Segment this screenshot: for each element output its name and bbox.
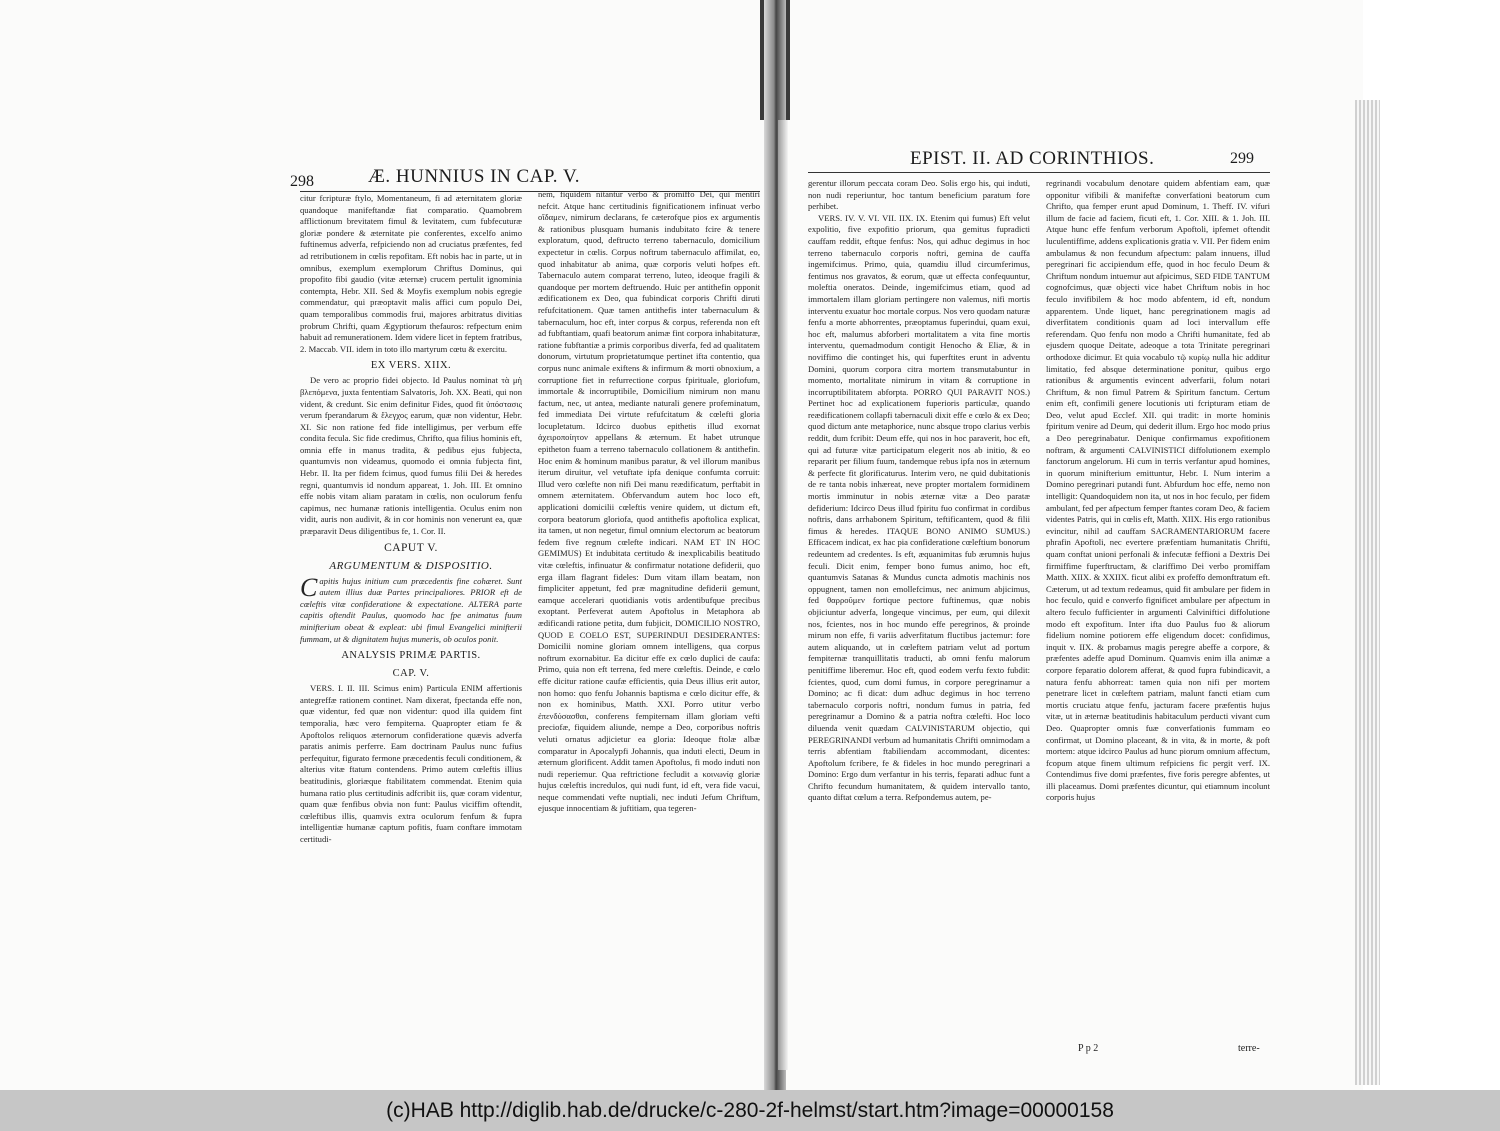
catchword: terre- — [1238, 1043, 1260, 1054]
argument-heading: ARGUMENTUM & DISPOSITIO. — [329, 559, 493, 572]
left-col1-paragraph: VERS. I. II. III. Scimus enim) Particula ENIM affertionis antegreffæ rationem continet. Nam dixerat, fpectanda effe non, quæ videntur, fed quæ non videntur: quod illa quidem fint temporalia, hæc vero fempiterna. Quapropter etiam fe & Apoftolos reliquos æternorum confideratione quævis adverfa paratis animis perferre. Eam doctrinam Paulus nunc fufius perfequitur, figurato fermone præcedentis feculi conditionem, & alterius vitæ ftatum contendens. Primo autem cœleftis illius beatitudinis, gloriæque ftabilitatem commendat. Etenim quia humana ratio plus certitudinis adfcribit iis, quæ coram videntur, quam quæ fenfibus obvia non funt: Paulus viciffim oftendit, cœleftibus illis, quamvis extra oculorum fenfum & fupra intelligentiæ humanæ captum pofitis, fuam conftare immotam certitudi- — [300, 683, 522, 844]
left-running-head: Æ. HUNNIUS IN CAP. V. — [368, 166, 580, 187]
left-col1-paragraph: De vero ac proprio fidei objecto. Id Paulus nominat τὰ μὴ βλεπόμενα, juxta fententiam Salvatoris, Joh. XX. Beati, qui non vident, & credunt. Sic enim definitur Fides, quod fit ὑπόστασις verum fperandarum & ἔλεγχος earum, quæ non videntur, Hebr. XI. Sic non ratione fed fide intelligimus, per verbum effe condita fecula. Sic fide credimus, Chrifto, qua filius hominis eft, omnia effe in manus tradita, & pedibus ejus fubjecta, quantumvis non videamus, quomodo ei omnia fubjecta fint, Hebr. II. Ita per fidem fcimus, quod fumus filii Dei & heredes regni, quantumvis id nondum appareat, 1. Joh. III. Et omnino effe nobis vitam aliam paratam in cœlis, non oculorum fenfu capimus, nec humanæ rationis intelligentia. Oculus enim non vidit, auris non audivit, & in cor hominis non venerunt ea, quæ præparavit Deus diligentibus fe, 1. Cor. II. — [300, 375, 522, 537]
left-col1-paragraph: citur fcripturæ ftylo, Momentaneum, fi ad æternitatem gloriæ quandoque manifeftandæ fiat comparatio. Quamobrem afflictionum brevitatem fimul & levitatem, cum fubfecuturæ gloriæ pondere & æternitate pie conferentes, excelfo animo fuftinemus adverfa, refpiciendo non ad cruciatus præfentes, fed ad retributionem in cœlis repofitam. Eft nobis hac in parte, ut in omnibus, exemplum exemplorum Chriftus Dominus, qui propofito fibi gaudio (vitæ æternæ) crucem pertulit ignominia contempta, Hebr. XII. Sed & Moyfis exemplum nobis egregie commendatur, qui præoptavit malis affici cum populo Dei, quam temporalibus commodis frui, majores arbitratus divitias probrum Chrifti, quam Ægyptiorum thefauros: refpectum enim habuit ad remunerationem. Idem videre licet in feptem fratribus, 2. Maccab. VII. idem in toto illo martyrum cœtu & exercitu. — [300, 193, 522, 354]
right-col1-paragraph: VERS. IV. V. VI. VII. IIX. IX. Etenim qui fumus) Eft velut expolitio, five expofitio priorum, qua gemitus fupradicti cauffam reddit, eftque fenfus: Nos, qui adhuc degimus in hoc terreno tabernaculo corporis noftri, gemina de cauffa ingemifcimus. Primo, quia, quamdiu illud circumferimus, fentimus nos gravatos, & eorum, quæ ut effecta confequuntur, moleftia oneratos. Deinde, ingemifcimus etiam, quod ad immortalem illam gloriam pertingere non valemus, nifi mortis interventu exuatur hoc mortale corpus. Nos vero quodam naturæ fenfu a morte abhorrentes, præoptamus fuperindui, quam exui, hoc eft, malumus abforberi mortalitatem a vita fine mortis interventu, quemadmodum contigit Henocho & Eliæ, & in noviffimo die continget his, qui fuperftites erunt in adventu Domini, quorum corpora citra mortem transmutabuntur in momento, mortalitate nimirum in vitam & corruptione in incorruptibilitatem abforpta. PORRO QUI PARAVIT NOS.) Pertinet hoc ad explicationem fuperioris particulæ, quando reædificationem collapfi tabernaculi dixit effe e cœlo & ex Deo; quod dictum ante metaphorice, nunc absque tropo clarius verbis reddit, dum fcribit: Deum effe, qui nos in hoc paraverit, hoc eft, qui ad futuræ vitæ participatum elegerit nos ab initio, & eo repararit per filium fuum, tandemque rebus ipfa nos in æternum & perfecte fit glorificaturus. Interim vero, ne quid dubitationis de re tanta nobis inhæreat, neve propter mortalem formidinem mortis imminutur in nobis æternæ vitæ a Deo paratæ defiderium: Idcirco Deus illud fpiritu fuo confirmat in cordibus noftris, dans arrhabonem Spiritum, teftificantem, quod & filii fimus & heredes. ITAQUE BONO ANIMO SUMUS.) Efficacem indicat, ex hac pia confideratione cœleftium bonorum redeuntem ad credentes. Is eft, æquanimitas fub ærumnis hujus feculi. Dicit enim, femper bono fumus animo, hoc eft, quantumvis Satanas & Mundus cuncta admotis machinis nos oppugnent, tamen non emollefcimus, nec animum abjicimus, fed θαρροῦμεν fortique pectore fuftinemus, quæ nobis objiciuntur adverfa, longeque vincimus, per eum, qui dilexit nos, fcientes, nos in hoc mundo effe peregrinos, & proinde mirum non effe, fi variis adverfitatum fluctibus jactemur: fore autem aliquando, ut in cœleftem patriam velut ad portum fempiternæ tranquillitatis traducti, ab omni fenfu malorum penitiffime liberemur. Hoc eft, quod eodem verfu fexto fubdit: fcientes, quod, cum domi fumus, in corpore peregrinamur a Domino; ac fi dicat: dum adhuc degimus in hoc terreno tabernaculo corporis noftri, nondum fumus in patria, fed peregrinamur a Domino & a patria noftra cœlefti. Hoc loco diluenda venit quædam CALVINISTARUM objectio, qui PEREGRINANDI verbum ad humanitatis Chrifti omnimodam a terris abfentiam ftabiliendam accommodant, dicentes: Apoftolum fcribere, fe & fideles in hoc mundo peregrinari a Domino: Ergo dum verfantur in his terris, feparati adhuc funt a Chrifto fecundum humanitatem, & quidem intervallo tanto, quanto diftat cœlum a terra. Refpondemus autem, pe- — [808, 212, 1030, 803]
page-edges — [1355, 100, 1380, 1085]
right-page-number: 299 — [1230, 150, 1254, 167]
left-page — [0, 0, 770, 1090]
chapter-heading: CAPUT V. — [384, 541, 438, 554]
right-column-2 — [1046, 178, 1270, 1040]
right-running-head: EPIST. II. AD CORINTHIOS. — [910, 148, 1155, 169]
section-heading-vers-xiix: EX VERS. XIIX. — [370, 360, 452, 372]
book-gutter-inner — [778, 120, 788, 1070]
right-col1-paragraph: gerentur illorum peccata coram Deo. Solis ergo his, qui induti, non nudi reperiuntur, hoc tantum beneficium paratum fore perhibet. — [808, 178, 1030, 212]
right-col2-paragraph: regrinandi vocabulum denotare quidem abfentiam eam, quæ opponitur vifibili & manifeftæ converfationi beatorum cum Chrifto, qua femper erunt apud Dominum, 1. Theff. IV. vifuri illum de facie ad faciem, ficuti eft, 1. Cor. XIII. & 1. Joh. III. Atque hunc effe fenfum verborum Apoftoli, ipfemet oftendit luculentiffime, addens explicationis gratia v. VII. Per fidem enim ambulamus & non fecundum afpectum: palam innuens, illud peregrinari fic accipiendum effe, quod in hoc feculo Deum & Chriftum nondum intuemur aut afpicimus, SED FIDE TANTUM cognofcimus, quæ objecti vice habet Chriftum nobis in hoc feculo invifibilem & hoc modo abfentem, id eft, nondum apparentem. Unde liquet, hanc peregrinationem magis ad diverfitatem conditionis quam ad loci intervallum effe referendam. Quo fenfu non modo a Chrifti humanitate, fed ab ejusdem quoque Deitate, adeoque a tota Trinitate peregrinari orthodoxe dicimur. Et quia vocabulo τῷ κυρίῳ nulla hic additur limitatio, fed absque determinatione ponitur, quibus ergo rationibus & argumentis evincent adverfarii, folum notari Chriftum, & non fimul Patrem & Spiritum fanctum. Certum enim eft, confimili genere locutionis uti fcripturam etiam de Deo, velut apud Ecclef. XII. qui tradit: in morte hominis fpiritum venire ad Deum, qui dederit illum. Ergo hoc modo prius a Deo peregrinabatur. Denique confirmamus expofitionem noftram, & argumenti CALVINISTICI diffolutionem exemplo fanctorum angelorum. Hi cum in terris verfantur apud homines, in quorum minifterium emittuntur, Hebr. I. Num interim a Domino peregrinari putandi funt. Abfurdum hoc effe, nemo non intelligit: Quandoquidem non ita, ut nos in hoc feculo, per fidem ambulant, fed per afpectum femper ftantes coram Deo, & faciem videntes Patris, qui in cœlis eft, Matth. XIIX. His ergo rationibus evincitur, nihil ad cauffam SACRAMENTARIORUM facere phrafin Apoftoli, nec evertere præfentiam humanitatis Chrifti, quam conftat unioni perfonali & infecutæ feffioni a Dextris Dei firmiffime fuperftructam, & clariffimo Dei verbo promiffam Matth. XIIX. & XXIIX. ficut alibi ex profeffo demonftratum eft. Cæterum, ut ad textum redeamus, quid fit ambulare per fidem in hoc feculo, quid e converfo fignificet ambulare per afpectum in altero feculo fufficienter in argumenti Calviniftici diffolutione modo eft expofitum. Inter ifta duo Paulus fuo & aliorum fidelium nomine potiorem effe eligendum docet: confidimus, inquit v. IIX. & probamus magis peregre abeffe a corpore, & præfentes adeffe apud Dominum. Quamvis enim illa animæ a corpore feparatio dolorem afferat, & quod fupra fubindicavit, a natura fenfu abhorreat: tamen quia non nifi per mortem penetrare licet in cœleftem patriam, malunt fancti etiam cum mortis cruciatu atque fenfu, jacturam facere præfentis hujus vitæ, ut in æternæ beatitudinis habitaculum perducti vivant cum Deo. Quapropter omnis fuæ converfationis fummam eo confirmat, ut Domino placeant, & in vita, & in morte, & poft mortem: atque idcirco Paulus ad hunc piorum omnium affectum, fcopum atque finem ultimum refpiciens fic pergit verf. IX. Contendimus five domi præfentes, five foris peregre abfentes, ut illi placeamus. Domi præfentes dicuntur, qui etiamnum incolunt corporis hujus — [1046, 178, 1270, 803]
left-col2-paragraph: nem, fiquidem nitantur verbo & promiffo Dei, qui mentiri nefcit. Atque hanc certitudinis fignificationem infinuat verbo οἴδαμεν, nimirum declarans, fe cæterofque pios ex argumentis & rationibus plusquam humanis indubitato fcire & tenere exploratum, quod, deftructo terreno tabernaculo, domicilium expectetur in cœlis. Corpus noftrum tabernaculo affimilat, eo, quod inhabitatur ab anima, quæ corporis veluti hofpes eft. Tabernaculo autem comparat terreno, luteo, ideoque fragili & quandoque per mortem deftruendo. Huic per antithefin opponit ædificationem ex Deo, qua fubindicat corporis Chrifti diruti refufcitationem. Quæ tamen antithefis inter tabernaculum & tabernaculum, hoc eft, inter corpus & corpus, referenda non eft ad fubftantiam, quafi beatorum animæ fint corpora inhabitaturæ, ratione fubftantiæ a primis corporibus diverfa, fed ad qualitatem donorum, virtutum proprietatumque pertinet ifta contentio, qua corpus nunc animale exiftens & infirmum & morti obnoxium, a corruptione fiet in refurrectione corpus fpirituale, gloriofum, immortale & incorruptibile, Domicilium nimirum non manu factum, nec, ut antea, mediante naturali genere profeminatum, fed immediata Dei virtute refufcitatum & cœlefti gloria locupletatum. Idcirco duobus epithetis illud exornat ἀχειροποίητον appellans & æternum. Et habet utrunque epitheton fuam a terreno tabernaculo collationem & antithefin. Hoc enim & hominum manibus paratur, & vel illorum manibus iterum diruitur, vel vetuftate ipfa denique confumta corruit: Illud vero cœlefte non nifi Dei manu reædificatum, perftabit in omnem æternitatem. Obfervandum autem hoc loco eft, applicationi domicilii cœleftis venire quidem, ut dictum eft, corpora beatorum gloriofa, quod antithefis apoftolica explicat, ita tamen, ut non negetur, fimul omnium electorum ac beatorum fedem five regnum cœlefte indicari. NAM ET IN HOC GEMIMUS) Et indubitata certitudo & inexplicabilis beatitudo vitæ cœleftis, infinuatur & confirmatur notatione defiderii, quo erga illam flagrant fideles: Dum vitam illam beatam, non fimpliciter appetunt, fed præ magnitudine defiderii gemunt, eamque accelerari quotidianis votis ardentibufque precibus exoptant. Perfeverat autem Apoftolus in Metaphora ab ædificandi ratione petita, dum fubjicit, DOMICILIO NOSTRO, QUOD E COELO EST, SUPERINDUI DESIDERANTES: Domicilii nomine gloriam omnem intelligens, qua corpus noftrum exornabitur. Ea dicitur effe ex cœlo duplici de caufa: Primo, quia non eft terrena, fed mere cœleftis. Deinde, e cœlo effe dicitur ratione caufæ efficientis, quia Deus illius erit autor, non homo: quo fenfu Johannis baptisma e cœlo dicitur effe, & non ex hominibus, Matth. XXI. Porro utitur verbo ἐπενδύσασθαι, conferens fempiternam illam gloriam vefti preciofæ, fiquidem aliunde, nempe a Deo, corporibus noftris veluti ornatus adjicietur ea gloria: Ideoque ftolæ albæ comparatur in Apocalypfi Johannis, qua induti electi, Deum in æternum glorificent. Addit tamen Apoftolus, fi modo induti non nudi reperiemur. Qua reftrictione fecludit a κοινωνίᾳ gloriæ hujus cœleftis incredulos, qui nudi funt, id eft, vera fide vacui, neque commendati vefte nuptiali, nec induti Jefum Chriftum, ejusque innocentiam & juftitiam, qua tegeren- — [538, 189, 760, 814]
analysis-heading: ANALYSIS PRIMÆ PARTIS. — [341, 650, 481, 662]
left-column-1 — [300, 193, 522, 1053]
signature-mark: P p 2 — [1078, 1043, 1099, 1054]
left-column-2 — [538, 189, 760, 1059]
cap-v-heading: CAP. V. — [392, 668, 430, 680]
copyright-footer: (c)HAB http://diglib.hab.de/drucke/c-280-2f-helmst/start.htm?image=00000158 — [0, 1090, 1500, 1131]
argument-paragraph: apitis hujus initium cum præcedentis fine cohæret. Sunt autem illius duæ Partes principaliores. PRIOR eft de cœleftis vitæ confideratione & expectatione. ALTERA parte capitis oftendit Paulus, quomodo hac fpe animatus fuum minifterium obeat & expleat: ubi fimul Evangelici minifterii fummam, ut & dignitatem hujus muneris, ob oculos ponit. — [300, 575, 522, 644]
right-column-1 — [808, 178, 1030, 1060]
left-page-number: 298 — [290, 173, 314, 190]
right-header-rule — [808, 172, 1270, 173]
dropcap-letter: C — [300, 572, 318, 602]
right-page — [778, 0, 1363, 1090]
